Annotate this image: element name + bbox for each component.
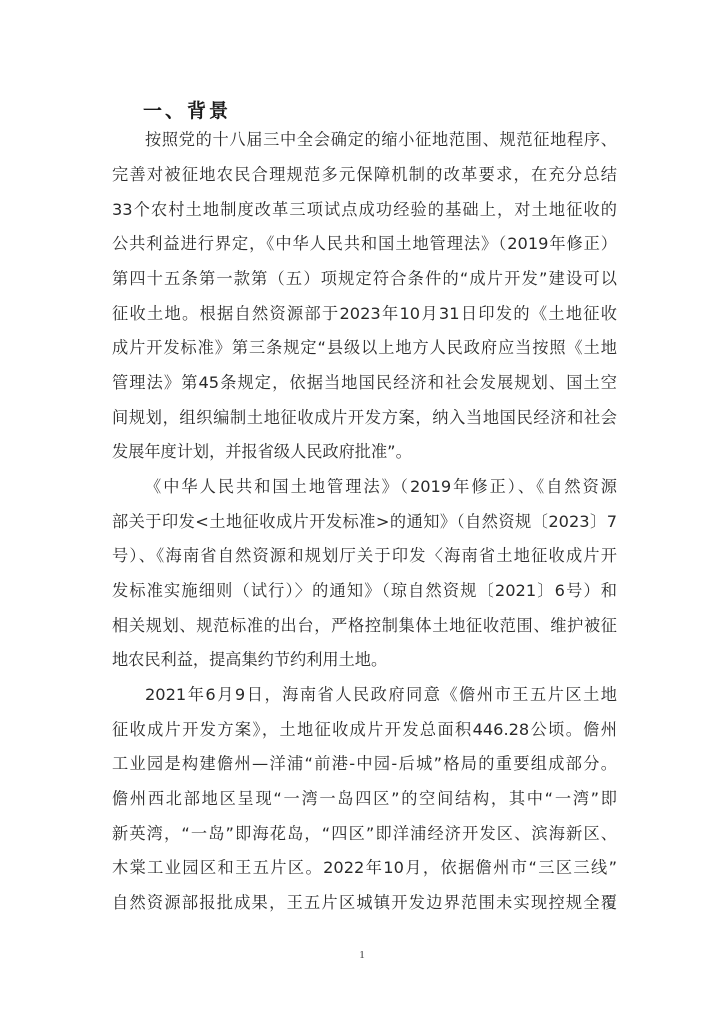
paragraph-3-line-6: 木棠工业园区和王五片区。2022年10月，依据儋州市“三区三线” bbox=[112, 858, 617, 877]
paragraph-2-line-2: 部关于印发<土地征收成片开发标准>的通知》（自然资规〔2023〕7 bbox=[112, 512, 617, 531]
paragraph-3-line-4: 儋州西北部地区呈现“一湾一岛四区”的空间结构，其中“一湾”即 bbox=[112, 789, 617, 808]
section-heading: 一、背景 bbox=[143, 100, 232, 122]
paragraph-2-line-1: 《中华人民共和国土地管理法》（2019年修正）、《自然资源 bbox=[145, 477, 617, 496]
paragraph-1-line-5: 第四十五条第一款第（五）项规定符合条件的“成片开发”建设可以 bbox=[112, 269, 617, 288]
paragraph-2-line-6: 地农民利益，提高集约节约利用土地。 bbox=[112, 650, 388, 669]
paragraph-3-line-5: 新英湾，“一岛”即海花岛，“四区”即洋浦经济开发区、滨海新区、 bbox=[112, 824, 617, 843]
paragraph-3-line-1: 2021年6月9日，海南省人民政府同意《儋州市王五片区土地 bbox=[145, 685, 617, 704]
paragraph-3-line-7: 自然资源部报批成果，王五片区城镇开发边界范围未实现控规全覆 bbox=[112, 893, 617, 912]
paragraph-1-line-2: 完善对被征地农民合理规范多元保障机制的改革要求，在充分总结 bbox=[112, 165, 617, 184]
paragraph-2-line-3: 号）、《海南省自然资源和规划厅关于印发〈海南省土地征收成片开 bbox=[112, 546, 617, 565]
paragraph-2-line-4: 发标准实施细则（试行）〉的通知》（琼自然资规〔2021〕6号）和 bbox=[112, 581, 617, 600]
paragraph-1-line-9: 间规划，组织编制土地征收成片开发方案，纳入当地国民经济和社会 bbox=[112, 408, 617, 427]
paragraph-1-line-4: 公共利益进行界定，《中华人民共和国土地管理法》（2019年修正） bbox=[112, 234, 617, 253]
paragraph-1-line-3: 33个农村土地制度改革三项试点成功经验的基础上，对土地征收的 bbox=[112, 200, 617, 219]
paragraph-1-line-6: 征收土地。根据自然资源部于2023年10月31日印发的《土地征收 bbox=[112, 304, 617, 323]
paragraph-2-line-5: 相关规划、规范标准的出台，严格控制集体土地征收范围、维护被征 bbox=[112, 616, 617, 635]
paragraph-1-line-7: 成片开发标准》第三条规定“县级以上地方人民政府应当按照《土地 bbox=[112, 338, 617, 357]
paragraph-3-line-3: 工业园是构建儋州—洋浦“前港-中园-后城”格局的重要组成部分。 bbox=[112, 754, 617, 773]
paragraph-1-line-10: 发展年度计划，并报省级人民政府批准”。 bbox=[112, 442, 412, 461]
page-number: 1 bbox=[359, 949, 365, 961]
paragraph-1-line-1: 按照党的十八届三中全会确定的缩小征地范围、规范征地程序、 bbox=[145, 130, 617, 149]
paragraph-3-line-2: 征收成片开发方案》，土地征收成片开发总面积446.28公顷。儋州 bbox=[112, 720, 617, 739]
paragraph-1-line-8: 管理法》第45条规定，依据当地国民经济和社会发展规划、国土空 bbox=[112, 373, 617, 392]
